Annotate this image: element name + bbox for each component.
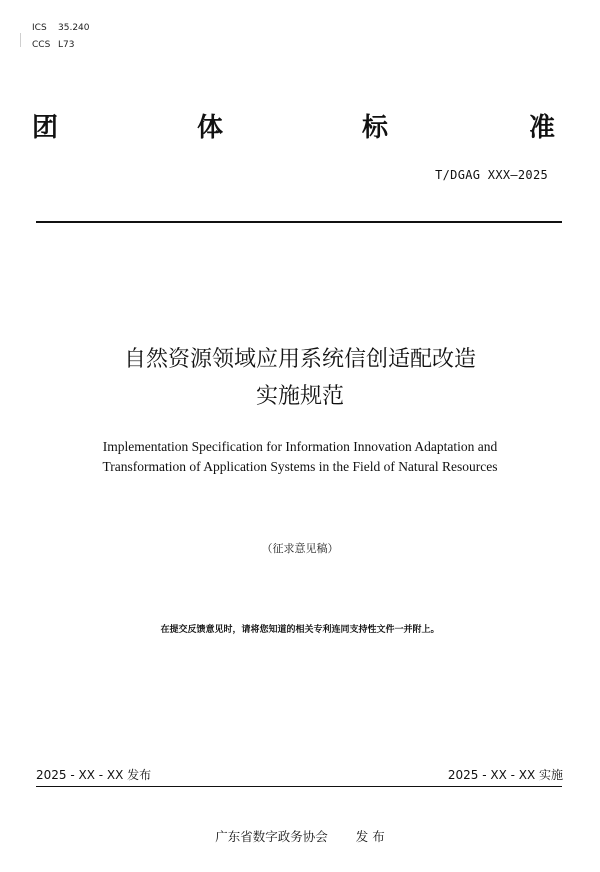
title-cn-line-1: 自然资源领域应用系统信创适配改造 — [123, 347, 476, 372]
heading-char-4: 准 — [529, 113, 556, 143]
heading-char-2: 体 — [197, 113, 224, 143]
publisher-name: 广东省数字政务协会 — [215, 829, 328, 844]
draft-label: （征求意见稿） — [261, 542, 339, 555]
title-cn-line-2: 实施规范 — [255, 384, 344, 409]
publish-date: 2025 - XX - XX 发布 — [36, 768, 152, 782]
footer-rule — [36, 786, 562, 787]
standard-number: T/DGAG XXX—2025 — [435, 168, 548, 182]
ccs-label: CCS — [32, 40, 51, 50]
title-en-line-1: Implementation Specification for Information Innovation Adaptation and — [102, 439, 498, 454]
heading-char-1: 团 — [32, 113, 59, 143]
heading-char-3: 标 — [362, 113, 389, 143]
publisher-line — [0, 827, 600, 845]
title-en-line-2: Transformation of Application Systems in the Field of Natural Resources — [102, 459, 498, 474]
ccs-value: L73 — [58, 40, 75, 50]
ics-label: ICS — [32, 23, 47, 33]
patent-notice: 在提交反馈意见时，请将您知道的相关专利连同支持性文件一并附上。 — [160, 625, 440, 635]
publisher-action: 发 布 — [355, 829, 385, 844]
ccs-line — [32, 39, 74, 51]
ics-value: 35.240 — [58, 23, 90, 33]
ics-line — [32, 22, 90, 34]
header-rule — [36, 221, 562, 223]
margin-mark — [20, 33, 21, 47]
implement-date: 2025 - XX - XX 实施 — [447, 768, 563, 782]
